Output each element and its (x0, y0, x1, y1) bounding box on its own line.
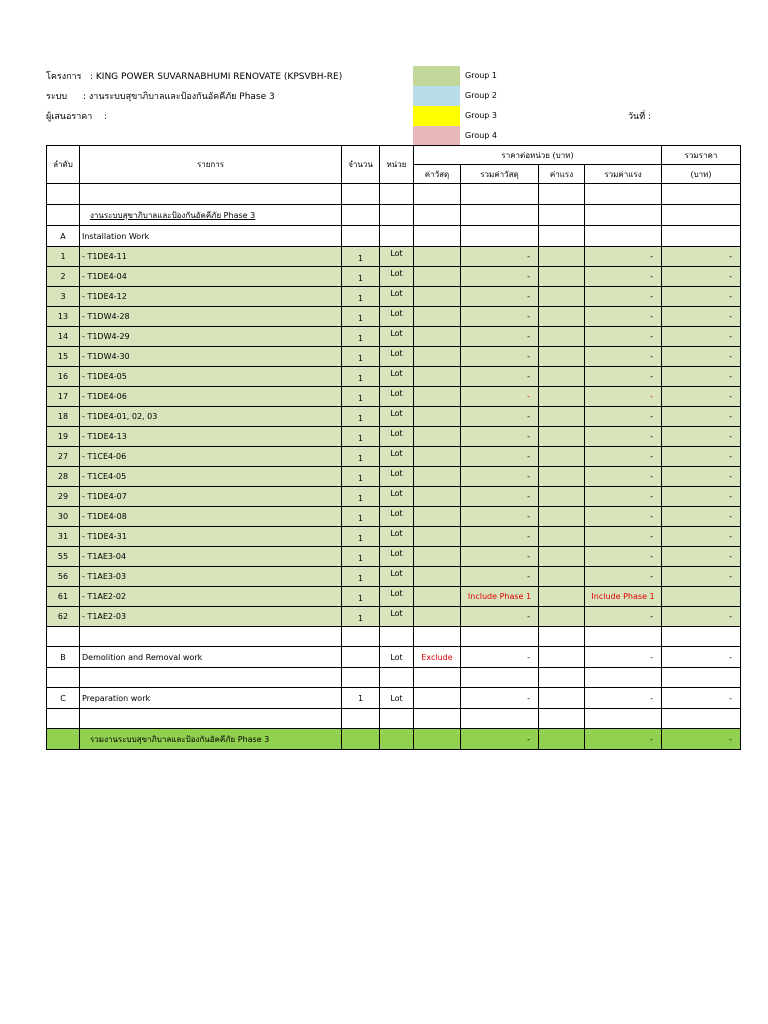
table-row (47, 487, 741, 507)
blank-row (47, 709, 741, 729)
section-c-unit: Lot (380, 688, 414, 709)
section-c-grand-total: - (662, 688, 741, 709)
row-unit: Lot (380, 367, 414, 387)
table-row (47, 267, 741, 287)
section-title: งานระบบสุขาภิบาลและป้องกันอัคคีภัย Phase 3 (90, 210, 256, 220)
section-a-row (47, 226, 741, 247)
row-total-labor: - (585, 447, 662, 467)
row-total-material: - (461, 527, 539, 547)
row-labor (539, 607, 585, 627)
row-no: 16 (47, 367, 80, 387)
row-item: - T1DE4-06 (80, 387, 342, 407)
row-labor (539, 427, 585, 447)
row-material (414, 247, 461, 267)
row-unit: Lot (380, 587, 414, 607)
row-labor (539, 347, 585, 367)
empty-cell (662, 709, 741, 729)
row-material (414, 307, 461, 327)
row-total-material: - (461, 427, 539, 447)
row-labor (539, 567, 585, 587)
row-grand-total: - (662, 447, 741, 467)
legend-swatch-group-4 (413, 126, 460, 146)
row-item: - T1AE2-03 (80, 607, 342, 627)
section-a-title: Installation Work (80, 226, 342, 247)
row-total-labor: - (585, 487, 662, 507)
row-material (414, 447, 461, 467)
row-unit: Lot (380, 427, 414, 447)
row-total-material: - (461, 567, 539, 587)
legend-label-group-3: Group 3 (465, 111, 497, 120)
empty-cell (380, 627, 414, 647)
table-row (47, 587, 741, 607)
row-total-material: - (461, 387, 539, 407)
section-c-code: C (47, 688, 80, 709)
empty-cell (380, 709, 414, 729)
row-total-material: - (461, 347, 539, 367)
empty-cell (662, 627, 741, 647)
row-grand-total: - (662, 547, 741, 567)
col-header-labor: ค่าแรง (539, 165, 585, 184)
row-no: 30 (47, 507, 80, 527)
empty-cell (47, 668, 80, 688)
row-labor (539, 507, 585, 527)
row-total-labor: - (585, 387, 662, 407)
row-material (414, 387, 461, 407)
row-item: - T1DE4-05 (80, 367, 342, 387)
section-c-total-material: - (461, 688, 539, 709)
section-c-title: Preparation work (80, 688, 342, 709)
row-no: 2 (47, 267, 80, 287)
row-grand-total: - (662, 307, 741, 327)
section-title-row (47, 205, 741, 226)
section-b-grand-total: - (662, 647, 741, 668)
col-header-unit-price: ราคาต่อหน่วย (บาท) (414, 146, 662, 165)
total-row-total-material: - (461, 729, 539, 750)
row-qty: 1 (342, 487, 380, 507)
row-total-labor: - (585, 347, 662, 367)
row-total-material: - (461, 287, 539, 307)
row-grand-total: - (662, 527, 741, 547)
row-material (414, 487, 461, 507)
empty-cell (342, 627, 380, 647)
row-qty: 1 (342, 527, 380, 547)
row-total-material: - (461, 327, 539, 347)
row-unit: Lot (380, 407, 414, 427)
row-grand-total: - (662, 327, 741, 347)
row-item: - T1DW4-30 (80, 347, 342, 367)
col-header-item: รายการ (80, 146, 342, 184)
section-b-qty (342, 647, 380, 668)
row-no: 13 (47, 307, 80, 327)
row-labor (539, 447, 585, 467)
section-b-total-material: - (461, 647, 539, 668)
total-row-material (414, 729, 461, 750)
row-total-labor: - (585, 267, 662, 287)
row-unit: Lot (380, 567, 414, 587)
row-material (414, 527, 461, 547)
row-grand-total: - (662, 247, 741, 267)
boq-table (46, 145, 741, 750)
section-b-title: Demolition and Removal work (80, 647, 342, 668)
section-c-labor (539, 688, 585, 709)
legend-label-group-1: Group 1 (465, 71, 497, 80)
col-header-total-labor: รวมค่าแรง (585, 165, 662, 184)
row-item: - T1CE4-06 (80, 447, 342, 467)
section-b-row (47, 647, 741, 668)
row-item: - T1DE4-11 (80, 247, 342, 267)
row-unit: Lot (380, 267, 414, 287)
row-material (414, 547, 461, 567)
row-grand-total: - (662, 567, 741, 587)
empty-cell (414, 668, 461, 688)
row-grand-total: - (662, 347, 741, 367)
row-item: - T1DE4-07 (80, 487, 342, 507)
table-row (47, 327, 741, 347)
row-qty: 1 (342, 567, 380, 587)
table-row (47, 447, 741, 467)
legend-swatch-group-3 (413, 106, 460, 126)
row-grand-total: - (662, 487, 741, 507)
row-total-material: - (461, 447, 539, 467)
table-row (47, 367, 741, 387)
row-material (414, 367, 461, 387)
row-no: 17 (47, 387, 80, 407)
section-b-total-labor: - (585, 647, 662, 668)
row-qty: 1 (342, 547, 380, 567)
table-row (47, 467, 741, 487)
row-total-labor: - (585, 507, 662, 527)
row-unit: Lot (380, 327, 414, 347)
empty-cell (585, 668, 662, 688)
row-item: - T1AE2-02 (80, 587, 342, 607)
date-label: วันที่ : (628, 112, 652, 122)
row-total-material: - (461, 407, 539, 427)
col-header-no: ลำดับ (47, 146, 80, 184)
row-total-material: - (461, 487, 539, 507)
row-qty: 1 (342, 407, 380, 427)
row-total-material: - (461, 547, 539, 567)
row-no: 18 (47, 407, 80, 427)
row-labor (539, 547, 585, 567)
row-labor (539, 247, 585, 267)
row-grand-total: - (662, 607, 741, 627)
row-total-material: - (461, 267, 539, 287)
table-row (47, 347, 741, 367)
empty-cell (47, 709, 80, 729)
row-item: - T1DE4-13 (80, 427, 342, 447)
table-row (47, 427, 741, 447)
row-qty: 1 (342, 607, 380, 627)
section-a-code: A (47, 226, 80, 247)
row-labor (539, 487, 585, 507)
empty-cell (47, 627, 80, 647)
row-total-labor: - (585, 527, 662, 547)
row-item: - T1AE3-04 (80, 547, 342, 567)
row-unit: Lot (380, 247, 414, 267)
table-row (47, 247, 741, 267)
row-material (414, 607, 461, 627)
blank-row (47, 627, 741, 647)
table-row (47, 547, 741, 567)
row-no: 29 (47, 487, 80, 507)
row-material (414, 267, 461, 287)
total-row-labor (539, 729, 585, 750)
section-c-material (414, 688, 461, 709)
row-qty: 1 (342, 287, 380, 307)
empty-cell (539, 709, 585, 729)
row-qty: 1 (342, 327, 380, 347)
empty-cell (80, 709, 342, 729)
section-c-qty: 1 (342, 688, 380, 709)
row-total-labor: - (585, 547, 662, 567)
row-total-labor: - (585, 407, 662, 427)
row-qty: 1 (342, 427, 380, 447)
row-qty: 1 (342, 347, 380, 367)
row-no: 62 (47, 607, 80, 627)
row-material (414, 327, 461, 347)
row-labor (539, 407, 585, 427)
row-no: 19 (47, 427, 80, 447)
total-row-qty (342, 729, 380, 750)
row-material (414, 567, 461, 587)
row-qty: 1 (342, 387, 380, 407)
row-unit: Lot (380, 467, 414, 487)
row-labor (539, 467, 585, 487)
blank-row (47, 184, 741, 205)
row-qty: 1 (342, 447, 380, 467)
row-total-labor: - (585, 287, 662, 307)
legend-swatch-group-1 (413, 66, 460, 86)
row-labor (539, 287, 585, 307)
empty-cell (585, 709, 662, 729)
row-grand-total (662, 587, 741, 607)
row-qty: 1 (342, 247, 380, 267)
row-total-labor: - (585, 567, 662, 587)
row-no: 31 (47, 527, 80, 547)
section-c-row (47, 688, 741, 709)
row-grand-total: - (662, 267, 741, 287)
row-qty: 1 (342, 367, 380, 387)
row-no: 1 (47, 247, 80, 267)
row-grand-total: - (662, 367, 741, 387)
system-label: ระบบ (46, 92, 68, 102)
total-row (47, 729, 741, 750)
row-no: 28 (47, 467, 80, 487)
legend-label-group-4: Group 4 (465, 131, 497, 140)
col-header-unit: หน่วย (380, 146, 414, 184)
row-total-labor: - (585, 367, 662, 387)
row-qty: 1 (342, 307, 380, 327)
row-item: - T1DE4-04 (80, 267, 342, 287)
blank-row (47, 668, 741, 688)
table-row (47, 567, 741, 587)
row-item: - T1DE4-31 (80, 527, 342, 547)
empty-cell (461, 668, 539, 688)
empty-cell (414, 627, 461, 647)
col-header-qty: จำนวน (342, 146, 380, 184)
col-header-grand-total-top: รวมราคา (662, 146, 741, 165)
row-unit: Lot (380, 287, 414, 307)
row-total-labor: - (585, 307, 662, 327)
empty-cell (662, 668, 741, 688)
empty-cell (380, 668, 414, 688)
row-material (414, 587, 461, 607)
section-b-unit: Lot (380, 647, 414, 668)
row-no: 27 (47, 447, 80, 467)
row-unit: Lot (380, 527, 414, 547)
row-material (414, 467, 461, 487)
bidder-value: : (104, 112, 108, 122)
row-total-material: Include Phase 1 (461, 587, 539, 607)
section-c-total-labor: - (585, 688, 662, 709)
legend-swatch-group-2 (413, 86, 460, 106)
row-item: - T1DW4-28 (80, 307, 342, 327)
total-row-grand-total: - (662, 729, 741, 750)
row-grand-total: - (662, 507, 741, 527)
row-unit: Lot (380, 507, 414, 527)
row-unit: Lot (380, 387, 414, 407)
section-b-labor (539, 647, 585, 668)
empty-cell (539, 668, 585, 688)
row-no: 14 (47, 327, 80, 347)
table-row (47, 507, 741, 527)
empty-cell (585, 627, 662, 647)
legend-label-group-2: Group 2 (465, 91, 497, 100)
row-grand-total: - (662, 407, 741, 427)
total-row-label: รวมงานระบบสุขาภิบาลและป้องกันอัคคีภัย Phase 3 (80, 729, 342, 750)
row-no: 56 (47, 567, 80, 587)
system-value: : งานระบบสุขาภิบาลและป้องกันอัคคีภัย Phase 3 (83, 92, 275, 102)
empty-cell (342, 668, 380, 688)
row-unit: Lot (380, 547, 414, 567)
row-labor (539, 267, 585, 287)
row-grand-total: - (662, 387, 741, 407)
empty-cell (461, 709, 539, 729)
row-item: - T1DE4-12 (80, 287, 342, 307)
table-row (47, 287, 741, 307)
row-material (414, 427, 461, 447)
total-row-no (47, 729, 80, 750)
total-row-total-labor: - (585, 729, 662, 750)
total-row-unit (380, 729, 414, 750)
row-total-labor: Include Phase 1 (585, 587, 662, 607)
row-labor (539, 307, 585, 327)
empty-cell (461, 627, 539, 647)
table-header-row (47, 146, 741, 165)
row-total-material: - (461, 467, 539, 487)
row-unit: Lot (380, 447, 414, 467)
row-total-labor: - (585, 327, 662, 347)
row-item: - T1DW4-29 (80, 327, 342, 347)
row-no: 15 (47, 347, 80, 367)
row-grand-total: - (662, 427, 741, 447)
row-total-material: - (461, 367, 539, 387)
row-item: - T1CE4-05 (80, 467, 342, 487)
table-row (47, 607, 741, 627)
empty-cell (414, 709, 461, 729)
row-material (414, 287, 461, 307)
row-grand-total: - (662, 287, 741, 307)
table-row (47, 307, 741, 327)
row-unit: Lot (380, 487, 414, 507)
row-no: 3 (47, 287, 80, 307)
empty-cell (539, 627, 585, 647)
row-qty: 1 (342, 507, 380, 527)
row-labor (539, 367, 585, 387)
section-b-material: Exclude (414, 647, 461, 668)
row-total-material: - (461, 307, 539, 327)
row-total-material: - (461, 507, 539, 527)
table-row (47, 387, 741, 407)
row-labor (539, 527, 585, 547)
row-item: - T1DE4-08 (80, 507, 342, 527)
row-qty: 1 (342, 267, 380, 287)
row-item: - T1DE4-01, 02, 03 (80, 407, 342, 427)
bidder-label: ผู้เสนอราคา (46, 112, 93, 122)
table-row (47, 407, 741, 427)
row-material (414, 407, 461, 427)
table-row (47, 527, 741, 547)
row-item: - T1AE3-03 (80, 567, 342, 587)
row-unit: Lot (380, 307, 414, 327)
row-labor (539, 327, 585, 347)
row-total-labor: - (585, 247, 662, 267)
col-header-total-material: รวมค่าวัสดุ (461, 165, 539, 184)
row-qty: 1 (342, 587, 380, 607)
row-no: 55 (47, 547, 80, 567)
row-total-labor: - (585, 467, 662, 487)
row-unit: Lot (380, 347, 414, 367)
empty-cell (342, 709, 380, 729)
row-labor (539, 387, 585, 407)
row-total-material: - (461, 607, 539, 627)
col-header-material: ค่าวัสดุ (414, 165, 461, 184)
row-total-labor: - (585, 607, 662, 627)
row-grand-total: - (662, 467, 741, 487)
row-qty: 1 (342, 467, 380, 487)
col-header-grand-total-bottom: (บาท) (662, 165, 741, 184)
section-b-code: B (47, 647, 80, 668)
row-total-labor: - (585, 427, 662, 447)
row-no: 61 (47, 587, 80, 607)
project-label: โครงการ (46, 72, 82, 82)
row-unit: Lot (380, 607, 414, 627)
row-material (414, 347, 461, 367)
row-labor (539, 587, 585, 607)
project-value: : KING POWER SUVARNABHUMI RENOVATE (KPSVBH-RE) (90, 72, 343, 82)
row-total-material: - (461, 247, 539, 267)
empty-cell (80, 627, 342, 647)
empty-cell (80, 668, 342, 688)
row-material (414, 507, 461, 527)
